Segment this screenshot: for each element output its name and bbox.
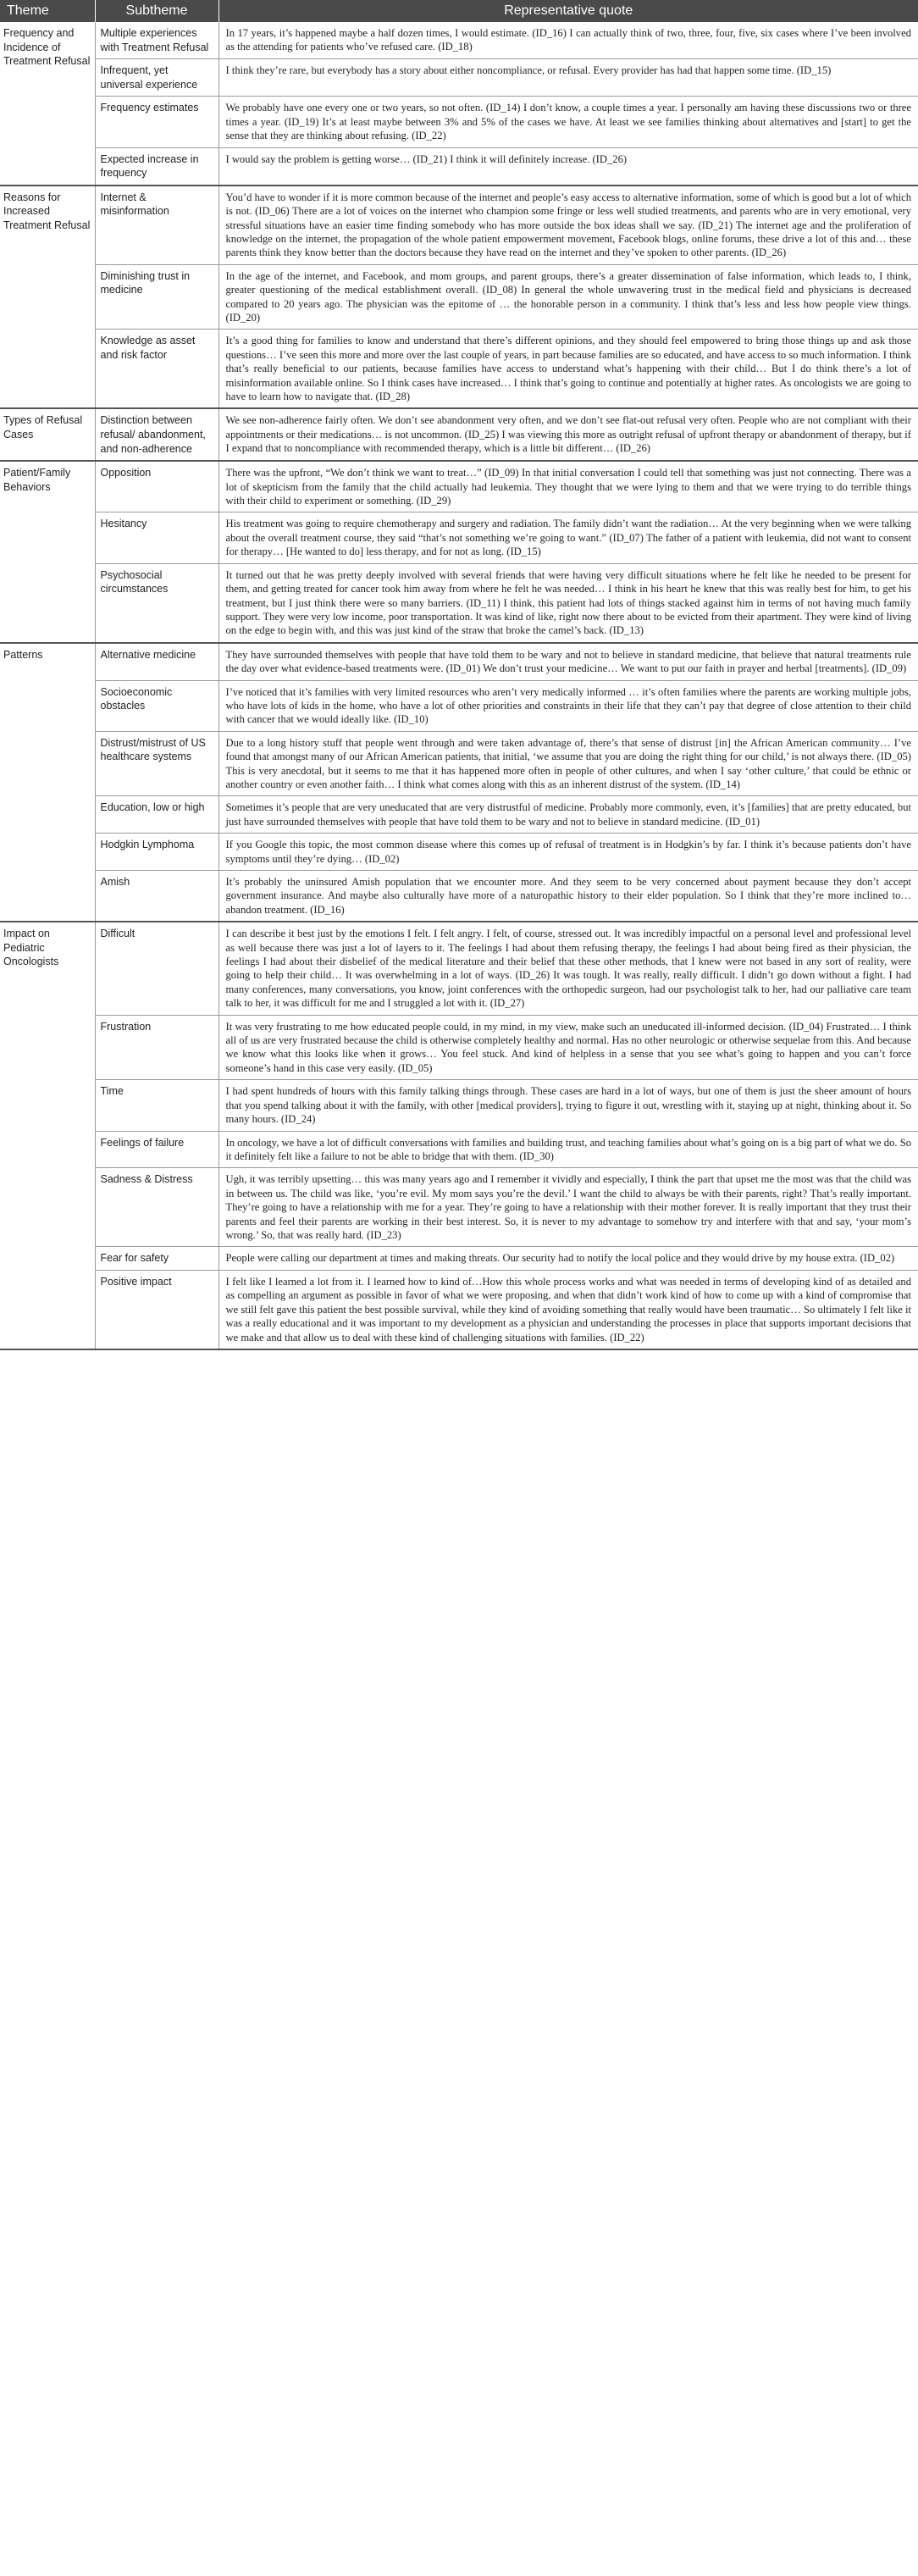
subtheme-cell: Frequency estimates <box>95 97 218 147</box>
subtheme-cell: Socioeconomic obstacles <box>95 680 218 731</box>
table-row <box>0 1168 918 1247</box>
header-theme: Theme <box>0 0 95 22</box>
quote-cell: It’s a good thing for families to know and understand that there’s different opinions, and they should feel empowered to bring those things up and ask those questions… I’ve seen this more and more over the last couple of years, in part because families are so educated, and have access to so much information. I think that’s really beneficial to our patients, because families have access to understand what’s happening with their child… But I do think there’s a lot of misinformation available online. So I think cases have increased… I think that’s going to continue and potentially at higher rates. As oncologists we are going to have to learn how to navigate that. (ID_28) <box>218 330 918 409</box>
table-row <box>0 643 918 680</box>
table-row <box>0 1270 918 1349</box>
table-row <box>0 264 918 330</box>
table-row <box>0 512 918 563</box>
quote-cell: I had spent hundreds of hours with this family talking things through. These cases are hard in a lot of ways, but one of them is just the sheer amount of hours that you spend talking about it with the family, with other [medical providers], trying to figure it out, wrestling with it, staying up at night, thinking about it. So many hours. (ID_24) <box>218 1080 918 1131</box>
table-row <box>0 461 918 512</box>
subtheme-cell: Distinction between refusal/ abandonment, and non-adherence <box>95 408 218 461</box>
subtheme-cell: Knowledge as asset and risk factor <box>95 330 218 409</box>
subtheme-cell: Feelings of failure <box>95 1131 218 1168</box>
subtheme-cell: Infrequent, yet universal experience <box>95 59 218 97</box>
table-row <box>0 1131 918 1168</box>
subtheme-cell: Difficult <box>95 922 218 1015</box>
table-row <box>0 1080 918 1131</box>
quote-cell: It was very frustrating to me how educated people could, in my mind, in my view, make such an uneducated ill-informed decision. (ID_04) Frustrated… I think all of us are very frustrated because the child is otherwise completely healthy and normal. Has no other neurologic or otherwise sequelae from this. And because we know what this looks like when it grows… You feel stuck. And kind of helpless in a sense that you see what’s going to happen and you can’t force someone’s hand in this case very easily. (ID_05) <box>218 1015 918 1080</box>
quote-cell: Due to a long history stuff that people went through and were taken advantage of, there’s that sense of distrust [in] the African American community… I’ve found that amongst many of our African American patients, that initial, ‘we assume that you are doing the right thing for our child,’ is not always there. (ID_05) This is very anecdotal, but it seems to me that it has happened more often in people of other cultures, and when I say ‘other culture,’ that could be ethnic or another country or even another faith… I think what comes along with this as an inherent distrust of the system. (ID_14) <box>218 731 918 796</box>
subtheme-cell: Positive impact <box>95 1270 218 1349</box>
quote-cell: In 17 years, it’s happened maybe a half dozen times, I would estimate. (ID_16) I can actually think of two, three, four, five, six cases where I’ve been involved as the attending for patients who’ve refused care. (ID_18) <box>218 22 918 59</box>
quote-cell: Ugh, it was terribly upsetting… this was many years ago and I remember it vividly and especially, I think the part that upset me the most was that the child was in between us. The child was like, ‘you’re evil. My mom says you’re the devil.’ I want the child to always be with their parents, right? That’s really important. They’re going to have a relationship with me for a year. They’re going to have a relationship with their mother forever. It is really important that they trust their parents and feel their parents are working in their best interest. So, it is never to my advantage to somehow try and interfere with that and say, ‘your mom’s wrong.’ So, that was really hard. (ID_23) <box>218 1168 918 1247</box>
table-row <box>0 871 918 922</box>
quote-cell: I’ve noticed that it’s families with very limited resources who aren’t very medically informed … it’s often families where the parents are working multiple jobs, who have lots of kids in the home, who have a lot of other priorities and constraints in their life that they can’t pay that degree of close attention to their child with cancer that we would ideally like. (ID_10) <box>218 680 918 731</box>
table-row <box>0 731 918 796</box>
subtheme-cell: Psychosocial circumstances <box>95 563 218 643</box>
table-row <box>0 147 918 186</box>
subtheme-cell: Diminishing trust in medicine <box>95 264 218 330</box>
table-row <box>0 59 918 97</box>
quote-cell: I think they’re rare, but everybody has a story about either noncompliance, or refusal. Every provider has had that happen some time. (ID_15) <box>218 59 918 97</box>
quote-cell: Sometimes it’s people that are very uneducated that are very distrustful of medicine. Probably more commonly, even, it’s [families] that are pretty educated, but just have surrounded themselves with people that have told them to be wary and not to believe in standard medicine. (ID_01) <box>218 796 918 834</box>
quote-cell: In the age of the internet, and Facebook, and mom groups, and parent groups, there’s a greater dissemination of false information, which leads to, I think, greater questioning of the medical establishment overall. (ID_08) In general the whole unwavering trust in the medical field and physicians is decreased compared to 20 years ago. The physician was the epitome of … the honorable person in a community. I think that’s less and less how people view things. (ID_20) <box>218 264 918 330</box>
subtheme-cell: Sadness & Distress <box>95 1168 218 1247</box>
theme-cell: Frequency and Incidence of Treatment Refusal <box>0 22 95 186</box>
table-row <box>0 186 918 265</box>
subtheme-cell: Amish <box>95 871 218 922</box>
quote-cell: If you Google this topic, the most common disease where this comes up of refusal of treatment is in Hodgkin’s by far. I think it’s because patients don’t have symptoms until they’re dying… (ID_02) <box>218 834 918 871</box>
quote-cell: His treatment was going to require chemotherapy and surgery and radiation. The family didn’t want the radiation… At the very beginning when we were talking about the overall treatment course, they said “that’s not something we’re going to want.” (ID_07) The father of a patient with leukemia, did not want to consent for therapy… [He wanted to do] less therapy, and for not as long. (ID_15) <box>218 512 918 563</box>
quote-cell: I can describe it best just by the emotions I felt. I felt angry. I felt, of course, stressed out. It was incredibly impactful on a personal level and professional level as well because there was just a lot of layers to it. The feelings I had about them refusing therapy, the feelings I had about being fired as their physician, the feelings I had about their disbelief of the medical literature and their belief that these other methods, that I knew were not based in any sort of reality, were going to help their child… It was overwhelming in a lot of ways. (ID_26) It was tough. It was really, really difficult. I didn’t go down without a fight. I had many conferences, many conversations, you know, joint conferences with the orthopedic surgeon, had our psychologist talk to her, had our palliative care team talk to her, it was difficult for me and I struggled a lot with it. (ID_27) <box>218 922 918 1015</box>
header-subtheme: Subtheme <box>95 0 218 22</box>
subtheme-cell: Expected increase in frequency <box>95 147 218 186</box>
table-row <box>0 1247 918 1271</box>
quote-cell: We see non-adherence fairly often. We don’t see abandonment very often, and we don’t see flat-out refusal very often. People who are not compliant with their appointments or their medications… is not uncommon. (ID_25) I was viewing this more as outright refusal of upfront therapy or abandonment of therapy, but if I expand that to noncompliance with recommended therapy, which is a little bit different… (ID_26) <box>218 408 918 461</box>
subtheme-cell: Hesitancy <box>95 512 218 563</box>
theme-cell: Patterns <box>0 643 95 922</box>
table-row <box>0 834 918 871</box>
theme-cell: Types of Refusal Cases <box>0 408 95 461</box>
subtheme-cell: Multiple experiences with Treatment Refusal <box>95 22 218 59</box>
theme-cell: Patient/Family Behaviors <box>0 461 95 642</box>
header-quote: Representative quote <box>218 0 918 22</box>
table-row <box>0 330 918 409</box>
quote-cell: In oncology, we have a lot of difficult conversations with families and building trust, and teaching families about what’s going on is a big part of what we do. So it definitely felt like a failure to not be able to bridge that with them. (ID_30) <box>218 1131 918 1168</box>
quote-cell: People were calling our department at times and making threats. Our security had to notify the local police and they would drive by my house extra. (ID_02) <box>218 1247 918 1271</box>
table-row <box>0 1015 918 1080</box>
quote-cell: There was the upfront, “We don’t think we want to treat…” (ID_09) In that initial conversation I could tell that something was just not connecting. There was a lot of skepticism from the family that the child actually had leukemia. They thought that we were lying to them and that we were trying to do terrible things with their child to experiment or something. (ID_29) <box>218 461 918 512</box>
subtheme-cell: Distrust/mistrust of US healthcare systems <box>95 731 218 796</box>
subtheme-cell: Hodgkin Lymphoma <box>95 834 218 871</box>
subtheme-cell: Internet & misinformation <box>95 186 218 265</box>
subtheme-cell: Alternative medicine <box>95 643 218 680</box>
quote-cell: We probably have one every one or two years, so not often. (ID_14) I don’t know, a couple times a year. I personally am having these discussions two or three times a year. (ID_19) It’s at least maybe between 3% and 5% of the cases we have. At least we see families thinking about alternatives and [start] to get the sense that they are thinking about refusing. (ID_22) <box>218 97 918 147</box>
table-body <box>0 22 918 1349</box>
table-row <box>0 22 918 59</box>
theme-cell: Impact on Pediatric Oncologists <box>0 922 95 1349</box>
table-row <box>0 408 918 461</box>
subtheme-cell: Education, low or high <box>95 796 218 834</box>
quote-cell: You’d have to wonder if it is more common because of the internet and people’s easy access to alternative information, some of which is good but a lot of which is not. (ID_06) There are a lot of voices on the internet who champion some fringe or less well studied treatments, and parents who are in very emotional, very stressful situations have an easier time finding somebody who has more outside the box ideas shall we say. (ID_21) The internet age and the proliferation of knowledge on the internet, the propagation of the whole patient empowerment movement, Facebook blogs, online forums, these drive a lot of this and… these parents think they know better than the doctors because they have read on the internet and they’ve spoken to other parents. (ID_26) <box>218 186 918 265</box>
quote-cell: I felt like I learned a lot from it. I learned how to kind of…How this whole process works and what was needed in terms of developing kind of as detailed and as compelling an argument as possible in favor of what we were proposing, and when that didn’t work kind of how to come up with a kind of compromise that we still felt gave this patient the best possible survival, while they kind of avoiding something that really would have been traumatic… So ultimately I felt like it was a really educational and it was important to my development as a physician and understanding the processes in place that supports important decisions that we make and that allow us to deal with these kind of challenging situations with families. (ID_22) <box>218 1270 918 1349</box>
table-row <box>0 796 918 834</box>
table-row <box>0 563 918 643</box>
quote-cell: It’s probably the uninsured Amish population that we encounter more. And they seem to be very concerned about payment because they don’t accept government insurance. And maybe also culturally have more of a naturopathic history to their elder population. So I think that they’re more inclined to… abandon treatment. (ID_16) <box>218 871 918 922</box>
quote-cell: I would say the problem is getting worse… (ID_21) I think it will definitely increase. (ID_26) <box>218 147 918 186</box>
quote-cell: It turned out that he was pretty deeply involved with several friends that were having very difficult situations where he felt like he needed to be present for them, and getting treated for cancer took him away from where he felt he was needed… I think in his heart he knew that this was really best for him, to get his treatment, but I just think there were so many barriers. (ID_11) I think, this patient had lots of things stacked against him in terms of not having much family support. They were very low income, poor transportation. It was kind of like, right now there about to be evicted from their apartment. They were kind of living on the edge to begin with, and this was just kind of the straw that broke the camel’s back. (ID_13) <box>218 563 918 643</box>
subtheme-cell: Fear for safety <box>95 1247 218 1271</box>
table-row <box>0 97 918 147</box>
subtheme-cell: Frustration <box>95 1015 218 1080</box>
subtheme-cell: Time <box>95 1080 218 1131</box>
theme-cell: Reasons for Increased Treatment Refusal <box>0 186 95 409</box>
table-row <box>0 922 918 1015</box>
header-row <box>0 0 918 22</box>
quote-cell: They have surrounded themselves with people that have told them to be wary and not to believe in standard medicine, that believe that natural treatments rule the day over what evidence-based treatments were. (ID_01) We don’t trust your medicine… We want to put our faith in prayer and herbal [treatments]. (ID_09) <box>218 643 918 680</box>
table-row <box>0 680 918 731</box>
subtheme-cell: Opposition <box>95 461 218 512</box>
